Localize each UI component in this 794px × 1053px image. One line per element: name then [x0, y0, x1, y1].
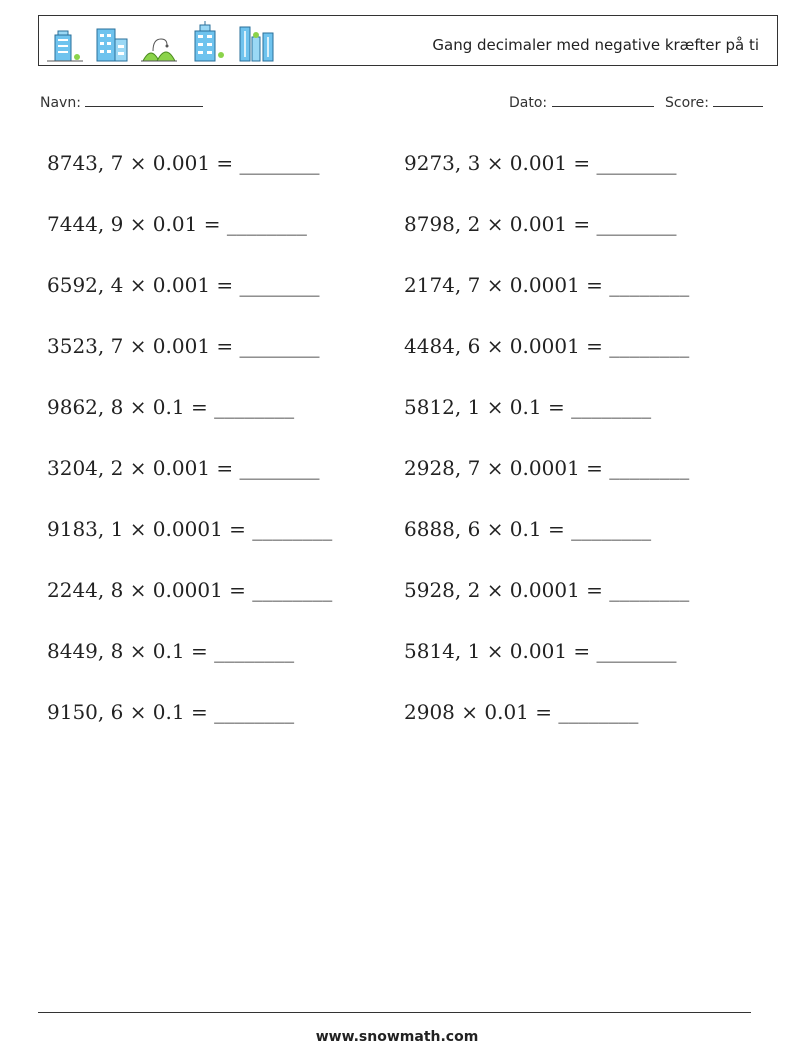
- footer-divider: [38, 1012, 751, 1013]
- header-icons: [45, 21, 277, 63]
- score-label: Score:: [665, 95, 709, 111]
- building-icon: [45, 27, 85, 63]
- problem-item: 6888, 6 × 0.1 = ________: [404, 517, 652, 541]
- problem-item: 2908 × 0.01 = ________: [404, 700, 639, 724]
- problem-item: 8743, 7 × 0.001 = ________: [47, 151, 320, 175]
- office-building-icon: [95, 25, 129, 63]
- problem-item: 9183, 1 × 0.0001 = ________: [47, 517, 333, 541]
- tower-icon: [189, 21, 227, 63]
- name-blank[interactable]: [85, 94, 203, 107]
- score-blank[interactable]: [713, 94, 763, 107]
- park-icon: [139, 33, 179, 63]
- problem-item: 3204, 2 × 0.001 = ________: [47, 456, 320, 480]
- problem-item: 2928, 7 × 0.0001 = ________: [404, 456, 690, 480]
- problem-item: 5814, 1 × 0.001 = ________: [404, 639, 677, 663]
- problem-item: 2174, 7 × 0.0001 = ________: [404, 273, 690, 297]
- problem-item: 9273, 3 × 0.001 = ________: [404, 151, 677, 175]
- date-field: [509, 94, 654, 111]
- worksheet-title: Gang decimaler med negative kræfter på ti: [432, 36, 759, 54]
- problem-item: 9150, 6 × 0.1 = ________: [47, 700, 295, 724]
- name-field: [40, 94, 203, 111]
- skyscraper-icon: [237, 23, 277, 63]
- problem-item: 5812, 1 × 0.1 = ________: [404, 395, 652, 419]
- worksheet-header: [38, 15, 778, 66]
- problem-item: 7444, 9 × 0.01 = ________: [47, 212, 307, 236]
- footer-url[interactable]: www.snowmath.com: [315, 1029, 479, 1045]
- date-blank[interactable]: [552, 94, 654, 107]
- problem-item: 3523, 7 × 0.001 = ________: [47, 334, 320, 358]
- problem-item: 2244, 8 × 0.0001 = ________: [47, 578, 333, 602]
- name-label: Navn:: [40, 95, 81, 111]
- problem-item: 5928, 2 × 0.0001 = ________: [404, 578, 690, 602]
- problem-item: 4484, 6 × 0.0001 = ________: [404, 334, 690, 358]
- score-field: [665, 94, 763, 111]
- problem-item: 9862, 8 × 0.1 = ________: [47, 395, 295, 419]
- problem-item: 8449, 8 × 0.1 = ________: [47, 639, 295, 663]
- date-label: Dato:: [509, 95, 548, 111]
- problem-item: 8798, 2 × 0.001 = ________: [404, 212, 677, 236]
- problem-item: 6592, 4 × 0.001 = ________: [47, 273, 320, 297]
